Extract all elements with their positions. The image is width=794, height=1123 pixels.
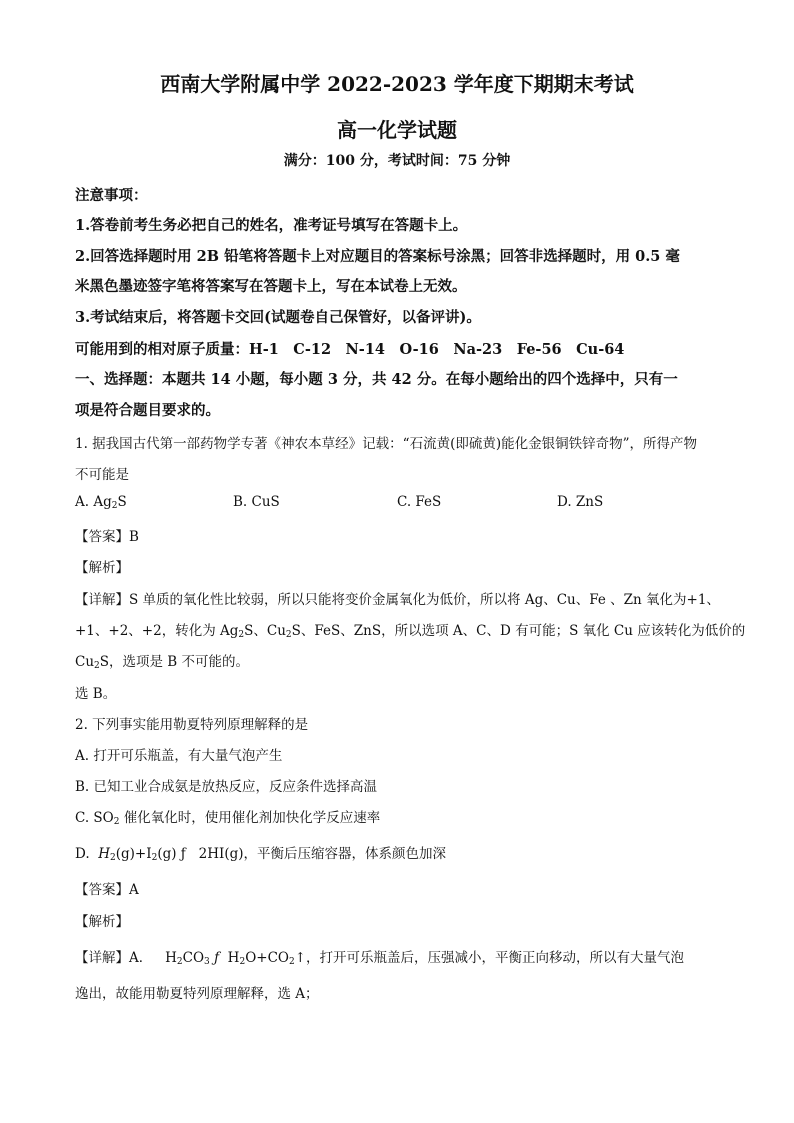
q1-option-c: C. FeS [397, 494, 442, 510]
q2-detail-line-2: 逸出，故能用勒夏特列原理解释，选 A； [75, 986, 319, 1002]
q1-detail-line-3: $Cu_2S$，选项是 B 不可能的。 [75, 654, 250, 671]
exam-title: 西南大学附属中学 2022-2023 学年度下期期末考试 [160, 72, 634, 96]
q2-option-b: B. 已知工业合成氨是放热反应，反应条件选择高温 [75, 779, 378, 795]
q2-option-a: A. 打开可乐瓶盖，有大量气泡产生 [75, 748, 283, 764]
q2-answer: 【答案】A [75, 882, 139, 898]
q2-detail-line-1: 【详解】A． $H_2CO_3$ ƒ $H_2O+CO_2↑$，打开可乐瓶盖后，压强减小，平衡正向移动，所以有大量气泡 [75, 950, 685, 967]
q1-option-a: A. $Ag_2S$ [75, 494, 127, 511]
q2-option-d: D. $H_2(g)+I_2(g)$ ƒ 2HI(g)，平衡后压缩容器，体系颜色加深 [75, 846, 447, 863]
q1-conclusion: 选 B。 [75, 686, 117, 702]
section-1-line-2: 项是符合题目要求的。 [75, 402, 220, 419]
q1-analysis-label: 【解析】 [75, 560, 129, 576]
q2-analysis-label: 【解析】 [75, 914, 129, 930]
q1-detail-line-1: 【详解】S 单质的氧化性比较弱，所以只能将变价金属氧化为低价，所以将 Ag、Cu、Fe 、Zn 氧化为+1、 [75, 592, 720, 608]
q1-stem-line-1: 1. 据我国古代第一部药物学专著《神农本草经》记载：“石流黄(即硫黄)能化金银铜铁锌奇物”，所得产物 [75, 436, 698, 452]
notice-item-1: 1.答卷前考生务必把自己的姓名，准考证号填写在答题卡上。 [75, 217, 468, 234]
exam-meta: 满分：100 分，考试时间：75 分钟 [283, 153, 511, 169]
notice-item-2-line-1: 2.回答选择题时用 2B 铅笔将答题卡上对应题目的答案标号涂黑；回答非选择题时，用 0.5 毫 [75, 248, 680, 265]
q1-answer: 【答案】B [75, 529, 139, 545]
q1-detail-line-2: +1、+2、+2，转化为 $Ag_2S$、$Cu_2S$、FeS、ZnS，所以选项 A、C、D 有可能；S 氧化 Cu 应该转化为低价的 [75, 623, 746, 640]
q2-stem: 2. 下列事实能用勒夏特列原理解释的是 [75, 717, 309, 733]
notice-item-3: 3.考试结束后，将答题卡交回(试题卷自己保管好，以备评讲)。 [75, 309, 481, 326]
atomic-masses: 可能用到的相对原子质量：H-1 C-12 N-14 O-16 Na-23 Fe-56 Cu-64 [75, 341, 625, 358]
section-1-line-1: 一、选择题：本题共 14 小题，每小题 3 分，共 42 分。在每小题给出的四个选择中，只有一 [75, 371, 678, 388]
notice-heading: 注意事项： [75, 187, 148, 204]
q1-stem-line-2: 不可能是 [75, 467, 129, 483]
notice-item-2-line-2: 米黑色墨迹签字笔将答案写在答题卡上，写在本试卷上无效。 [75, 278, 467, 295]
q1-option-d: D. ZnS [557, 494, 604, 510]
exam-subtitle: 高一化学试题 [337, 118, 457, 142]
q1-option-b: B. CuS [233, 494, 280, 510]
q2-option-c: C. $SO_2$ 催化氧化时，使用催化剂加快化学反应速率 [75, 810, 381, 827]
